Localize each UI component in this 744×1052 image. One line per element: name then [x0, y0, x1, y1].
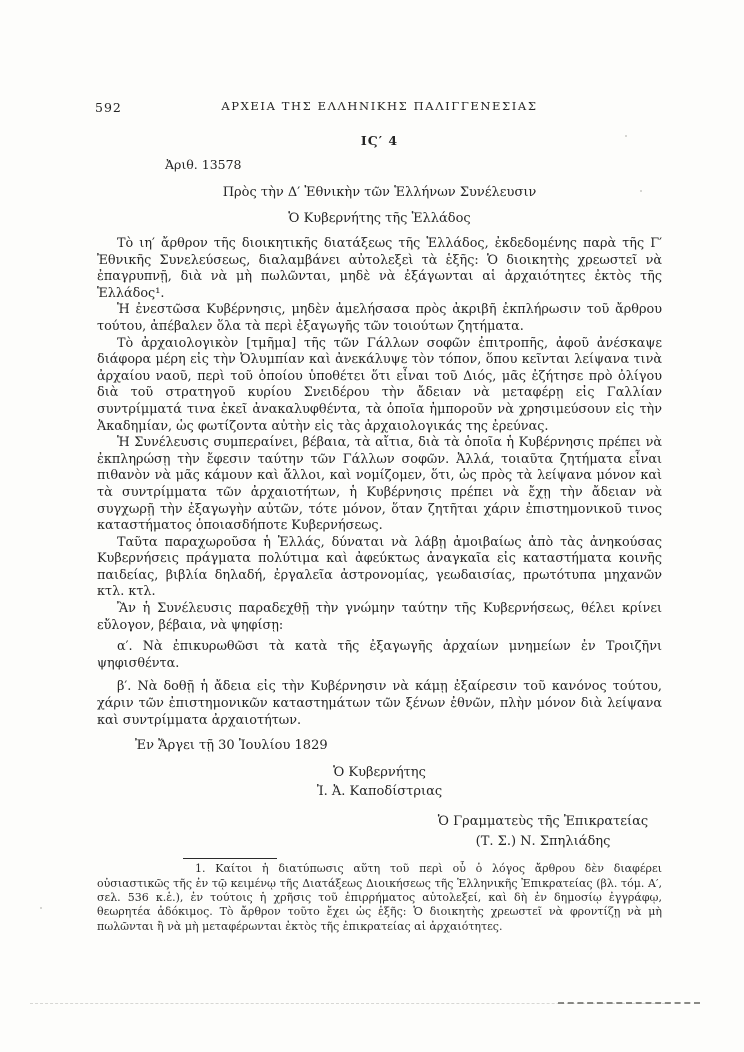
body-paragraph: Ἂν ἡ Συνέλευσις παραδεχθῇ τὴν γνώμην ταύτην τῆς Κυβερνήσεως, θέλει κρίνει εὔλογον, βέβαια, νὰ ψηφίσῃ: — [97, 601, 662, 633]
scan-speck — [625, 135, 627, 137]
body-paragraph: Ἡ ἐνεστῶσα Κυβέρνησις, μηδὲν ἀμελήσασα πρὸς ἀκριβῆ ἐκπλήρωσιν τοῦ ἄρθρου τούτου, ἀπέβαλεν ὅλα τὰ περὶ ἐξαγωγῆς τῶν τοιούτων ζητήματα. — [97, 302, 662, 334]
scan-speck — [40, 907, 42, 909]
footnote-separator-rule — [183, 858, 277, 859]
body-paragraph: Τὸ ιη′ ἄρθρον τῆς διοικητικῆς διατάξεως τῆς Ἑλλάδος, ἐκδεδομένης παρὰ τῆς Γ′ Ἐθνικῆς Συνελεύσεως, διαλαμβάνει αὐτολεξεὶ τὰ ἑξῆς: Ὁ διοικητὴς χρεωστεῖ νὰ ἐπαγρυπνῇ, διὰ νὰ μὴ πωλῶνται, μηδὲ νὰ ἐξάγωνται αἱ ἀρχαιότητες ἐκτὸς τῆς Ἑλλάδος¹. — [97, 236, 662, 301]
document-number: Ἀριθ. 13578 — [165, 157, 242, 172]
scan-artifact-line-dark — [558, 1002, 700, 1004]
section-heading: ΙϚ′ 4 — [360, 133, 399, 148]
body-paragraph-item-b: β′. Νὰ δοθῇ ἡ ἄδεια εἰς τὴν Κυβέρνησιν νὰ κάμῃ ἐξαίρεσιν τοῦ κανόνος τούτου, χάριν τῶν ἐπιστημονικῶν καταστημάτων τῶν ξένων ἐθνῶν, πλὴν μόνον διὰ λείψανα καὶ συντρίμματα ἀρχαιοτήτων. — [97, 679, 662, 728]
body-paragraph: Ἡ Συνέλευσις συμπεραίνει, βέβαια, τὰ αἴτια, διὰ τὰ ὁποῖα ἡ Κυβέρνησις πρέπει νὰ ἐκπληρώσῃ τὴν ἔφεσιν ταύτην τῶν Γάλλων σοφῶν. Ἀλλά, τοιαῦτα ζητήματα εἶναι πιθανὸν νὰ μᾶς κάμουν καὶ ἄλλοι, καὶ νομίζομεν, ὅτι, ὡς πρὸς τὰ λείψανα μόνον καὶ τὰ συντρίμματα τῶν ἀρχαιοτήτων, ἡ Κυβέρνησις πρέπει νὰ ἔχῃ τὴν ἄδειαν νὰ συγχωρῇ τὴν ἐξαγωγὴν αὐτῶν, τότε μόνον, ὅταν ζητῆται χάριν ἐπιστημονικοῦ τινος καταστήματος ὁποιασδήποτε Κυβερνήσεως. — [97, 435, 662, 534]
signature-secretary — [428, 812, 658, 852]
page-header — [97, 99, 662, 114]
dateline: Ἐν Ἄργει τῇ 30 Ἰουλίου 1829 — [135, 738, 328, 754]
body-paragraph: Ταῦτα παραχωροῦσα ἡ Ἑλλάς, δύναται νὰ λάβῃ ἀμοιβαίως ἀπὸ τὰς ἀνηκούσας Κυβερνήσεις πράγματα πολύτιμα καὶ ἀφεύκτως ἀναγκαῖα εἰς καταστήματα κοινῆς παιδείας, βιβλία δηλαδή, ἐργαλεῖα ἀστρονομίας, γεωδαισίας, πρωτότυπα μηχανῶν κτλ. κτλ. — [97, 534, 662, 600]
page-number: 592 — [95, 100, 122, 115]
body-paragraph-item-a: α′. Νὰ ἐπικυρωθῶσι τὰ κατὰ τῆς ἐξαγωγῆς ἀρχαίων μνημείων ἐν Τροιζῆνι ψηφισθέντα. — [97, 639, 662, 671]
governor-title: Ὁ Κυβερνήτης — [333, 765, 426, 781]
running-title: ΑΡΧΕΙΑ ΤΗΣ ΕΛΛΗΝΙΚΗΣ ΠΑΛΙΓΓΕΝΕΣΙΑΣ — [221, 99, 538, 113]
footnote-text: 1. Καίτοι ἡ διατύπωσις αὕτη τοῦ περὶ οὗ ὁ λόγος ἄρθρου δὲν διαφέρει οὐσιαστικῶς τῆς ἐν τῷ κειμένῳ τῆς Διατάξεως Διοικήσεως τῆς Ἑλληνικῆς Ἐπικρατείας (βλ. τόμ. Α′, σελ. 536 κ.ἑ.), ἐν τούτοις ἡ χρῆσις τοῦ ἐπιρρήματος αὐτολεξεί, καὶ δὴ ἐν δημοσίῳ ἐγγράφῳ, θεωρητέα ἀδόκιμος. Τὸ ἄρθρον τοῦτο ἔχει ὡς ἑξῆς: Ὁ διοικητὴς χρεωστεῖ νὰ φροντίζῃ νὰ μὴ πωλῶνται ἢ νὰ μὴ μεταφέρωνται ἐκτὸς τῆς ἐπικρατείας αἱ ἀρχαιότητες. — [97, 862, 662, 933]
secretary-name: (Τ. Σ.) Ν. Σπηλιάδης — [475, 834, 611, 850]
author-line: Ὁ Κυβερνήτης τῆς Ἑλλάδος — [288, 211, 471, 226]
secretary-title: Ὁ Γραμματεὺς τῆς Ἐπικρατείας — [437, 814, 649, 830]
signature-governor — [97, 763, 662, 801]
address-line: Πρὸς τὴν Δ′ Ἐθνικὴν τῶν Ἑλλήνων Συνέλευσιν — [222, 185, 537, 200]
body-paragraph: Τὸ ἀρχαιολογικὸν [τμῆμα] τῆς τῶν Γάλλων σοφῶν ἐπιτροπῆς, ἀφοῦ ἀνέσκαψε διάφορα μέρη εἰς τὴν Ὀλυμπίαν καὶ ἀνεκάλυψε τὸν τόπον, ὅπου κεῖνται λείψανα τινὰ ἀρχαίου ναοῦ, περὶ τοῦ ὁποίου ὑποθέτει ὅτι εἶναι τοῦ Διός, μᾶς ἐζήτησε πρὸ ὀλίγου διὰ τοῦ στρατηγοῦ κυρίου Σνειδέρου τὴν ἄδειαν νὰ μεταφέρῃ εἰς Γαλλίαν συντρίμματά τινα ἐκεῖ ἀνακαλυφθέντα, τὰ ὁποῖα ἠμποροῦν νὰ χρησιμεύσουν εἰς τὴν Ἀκαδημίαν, ὡς φωτίζοντα αὐτὴν εἰς τὰς ἀρχαιολογικάς της ἐρεύνας. — [97, 335, 662, 434]
scan-speck — [640, 190, 642, 192]
document-body — [97, 236, 662, 729]
governor-name: Ἰ. Ἀ. Καποδίστριας — [316, 784, 443, 800]
